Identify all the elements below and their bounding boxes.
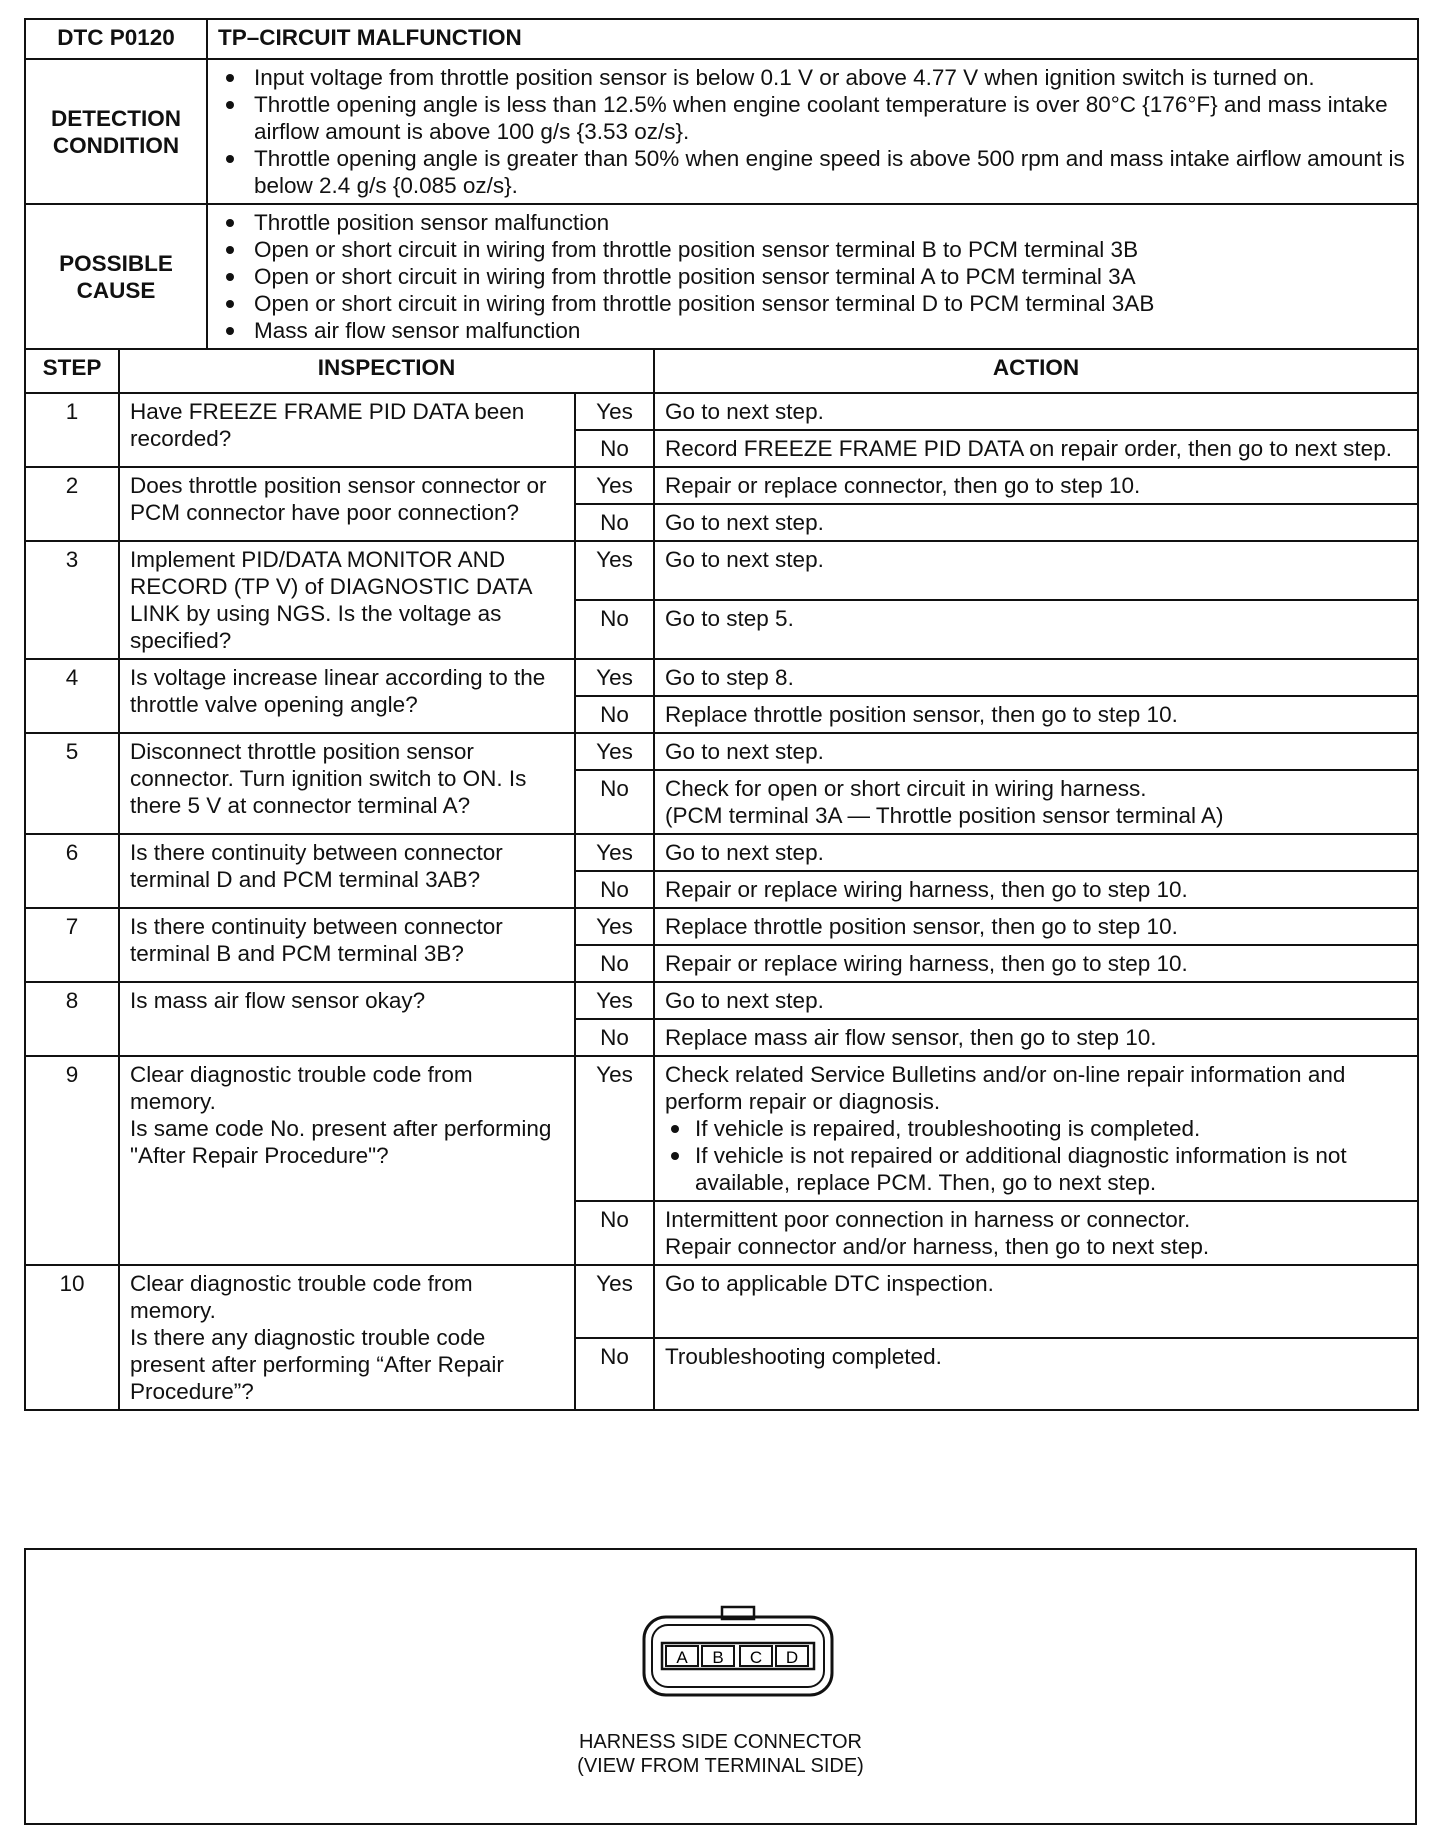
detection-conditions: [207, 59, 1418, 204]
no-label: No: [575, 1019, 654, 1056]
header-row: [25, 19, 1418, 59]
dtc-sheet: [24, 18, 1417, 1411]
detection-row: [25, 59, 1418, 204]
yes-action: Go to applicable DTC inspection.: [654, 1265, 1418, 1338]
no-label: No: [575, 696, 654, 733]
yes-label: Yes: [575, 1056, 654, 1201]
inspection-line: Clear diagnostic trouble code from memory.: [130, 1062, 473, 1114]
terminal-a-label: A: [676, 1648, 688, 1667]
yes-label: Yes: [575, 1265, 654, 1338]
no-action: Repair or replace wiring harness, then go to step 10.: [654, 945, 1418, 982]
detection-item: Throttle opening angle is greater than 50% when engine speed is above 500 rpm and mass intake airflow amount is below 2.4 g/s {0.085 oz/s}.: [218, 145, 1407, 199]
detection-item: Throttle opening angle is less than 12.5% when engine coolant temperature is over 80°C {176°F} and mass intake airflow amount is above 100 g/s {3.53 oz/s}.: [218, 91, 1407, 145]
connector-caption-line1: HARNESS SIDE CONNECTOR: [578, 1731, 862, 1753]
yes-action: Go to next step.: [654, 982, 1418, 1019]
possible-causes: [207, 204, 1418, 349]
step-inspection: Disconnect throttle position sensor connector. Turn ignition switch to ON. Is there 5 V at connector terminal A?: [119, 733, 575, 834]
terminal-c-label: C: [749, 1648, 763, 1667]
step-inspection: Have FREEZE FRAME PID DATA been recorded?: [119, 393, 575, 467]
cause-label-line2: CAUSE: [76, 277, 156, 303]
step-row: [25, 659, 1418, 696]
yes-action: [654, 1056, 1418, 1201]
yes-action: Go to next step.: [654, 541, 1418, 600]
step-inspection: Is there continuity between connector terminal D and PCM terminal 3AB?: [119, 834, 575, 908]
no-action: Replace mass air flow sensor, then go to step 10.: [654, 1019, 1418, 1056]
cause-row: [25, 204, 1418, 349]
step-inspection: Implement PID/DATA MONITOR AND RECORD (TP V) of DIAGNOSTIC DATA LINK by using NGS. Is the voltage as specified?: [119, 541, 575, 659]
yes-action-bullet: If vehicle is repaired, troubleshooting is completed.: [665, 1115, 1407, 1142]
cause-label: [25, 204, 207, 349]
no-action: [654, 770, 1418, 834]
harness-connector-diagram: [640, 1605, 836, 1717]
step-row: [25, 1056, 1418, 1201]
inspection-line: Is same code No. present after performing "After Repair Procedure"?: [130, 1116, 552, 1168]
step-inspection: Is there continuity between connector terminal B and PCM terminal 3B?: [119, 908, 575, 982]
yes-action: Repair or replace connector, then go to step 10.: [654, 467, 1418, 504]
yes-label: Yes: [575, 908, 654, 945]
step-number: 7: [25, 908, 119, 982]
yes-action: Go to next step.: [654, 834, 1418, 871]
yes-action: Go to next step.: [654, 733, 1418, 770]
no-action-line: (PCM terminal 3A — Throttle position sensor terminal A): [665, 803, 1224, 828]
step-number: 9: [25, 1056, 119, 1265]
step-number: 8: [25, 982, 119, 1056]
terminal-b-label: B: [712, 1648, 724, 1667]
no-label: No: [575, 871, 654, 908]
cause-item: Throttle position sensor malfunction: [218, 209, 1407, 236]
yes-label: Yes: [575, 834, 654, 871]
step-row: [25, 733, 1418, 770]
connector-caption: [26, 1730, 1415, 1778]
inspection-line: Clear diagnostic trouble code from memory.: [130, 1271, 473, 1323]
inspection-line: Is there any diagnostic trouble code present after performing “After Repair Procedure”?: [130, 1325, 504, 1404]
dtc-title: TP–CIRCUIT MALFUNCTION: [207, 19, 1418, 59]
detection-label-line1: DETECTION: [50, 105, 181, 131]
connector-panel: [24, 1548, 1417, 1825]
cause-item: Mass air flow sensor malfunction: [218, 317, 1407, 344]
no-label: No: [575, 600, 654, 659]
inspection-column-header: INSPECTION: [119, 349, 654, 393]
step-inspection: Is mass air flow sensor okay?: [119, 982, 575, 1056]
cause-item: Open or short circuit in wiring from throttle position sensor terminal D to PCM terminal 3AB: [218, 290, 1407, 317]
cause-item: Open or short circuit in wiring from throttle position sensor terminal B to PCM terminal 3B: [218, 236, 1407, 263]
action-column-header: ACTION: [654, 349, 1418, 393]
yes-action-list: [665, 1115, 1407, 1196]
cause-label-line1: POSSIBLE: [59, 250, 173, 276]
step-row: [25, 541, 1418, 600]
no-label: No: [575, 430, 654, 467]
yes-action: Replace throttle position sensor, then go to step 10.: [654, 908, 1418, 945]
terminal-d-label: D: [785, 1648, 799, 1667]
no-label: No: [575, 770, 654, 834]
yes-action-bullet: If vehicle is not repaired or additional diagnostic information is not available, replace PCM. Then, go to next step.: [665, 1142, 1407, 1196]
yes-label: Yes: [575, 982, 654, 1019]
no-label: No: [575, 945, 654, 982]
yes-label: Yes: [575, 541, 654, 600]
step-row: [25, 1265, 1418, 1338]
detection-item: Input voltage from throttle position sensor is below 0.1 V or above 4.77 V when ignition switch is turned on.: [218, 64, 1407, 91]
no-action: Repair or replace wiring harness, then go to step 10.: [654, 871, 1418, 908]
detection-label: [25, 59, 207, 204]
yes-label: Yes: [575, 659, 654, 696]
step-number: 5: [25, 733, 119, 834]
step-number: 10: [25, 1265, 119, 1410]
dtc-code: DTC P0120: [25, 19, 207, 59]
no-action-line: Intermittent poor connection in harness or connector.: [665, 1207, 1191, 1232]
step-number: 4: [25, 659, 119, 733]
detection-label-line2: CONDITION: [52, 132, 180, 158]
step-row: [25, 834, 1418, 871]
connector-caption-line2: (VIEW FROM TERMINAL SIDE): [577, 1755, 864, 1777]
step-inspection: Does throttle position sensor connector or PCM connector have poor connection?: [119, 467, 575, 541]
cause-list: [218, 209, 1407, 344]
yes-label: Yes: [575, 733, 654, 770]
yes-label: Yes: [575, 393, 654, 430]
no-label: No: [575, 1201, 654, 1265]
no-action: Go to step 5.: [654, 600, 1418, 659]
cause-item: Open or short circuit in wiring from throttle position sensor terminal A to PCM terminal 3A: [218, 263, 1407, 290]
step-number: 6: [25, 834, 119, 908]
step-row: [25, 908, 1418, 945]
no-action-line: Repair connector and/or harness, then go to next step.: [665, 1234, 1210, 1259]
step-row: [25, 467, 1418, 504]
no-label: No: [575, 1338, 654, 1411]
step-number: 1: [25, 393, 119, 467]
no-action: Go to next step.: [654, 504, 1418, 541]
no-action-line: Check for open or short circuit in wiring harness.: [665, 776, 1147, 801]
no-action: [654, 1201, 1418, 1265]
step-column-header: STEP: [25, 349, 119, 393]
step-inspection: [119, 1056, 575, 1265]
dtc-table: [24, 18, 1419, 1411]
yes-action-intro: Check related Service Bulletins and/or on-line repair information and perform repair or diagnosis.: [665, 1062, 1346, 1114]
yes-action: Go to next step.: [654, 393, 1418, 430]
step-number: 3: [25, 541, 119, 659]
step-number: 2: [25, 467, 119, 541]
step-inspection: [119, 1265, 575, 1410]
step-row: [25, 982, 1418, 1019]
connector-housing: [644, 1617, 832, 1695]
yes-label: Yes: [575, 467, 654, 504]
no-action: Replace throttle position sensor, then go to step 10.: [654, 696, 1418, 733]
no-action: Record FREEZE FRAME PID DATA on repair order, then go to next step.: [654, 430, 1418, 467]
step-inspection: Is voltage increase linear according to the throttle valve opening angle?: [119, 659, 575, 733]
step-row: [25, 393, 1418, 430]
detection-list: [218, 64, 1407, 199]
column-header-row: [25, 349, 1418, 393]
no-label: No: [575, 504, 654, 541]
yes-action: Go to step 8.: [654, 659, 1418, 696]
no-action: Troubleshooting completed.: [654, 1338, 1418, 1411]
